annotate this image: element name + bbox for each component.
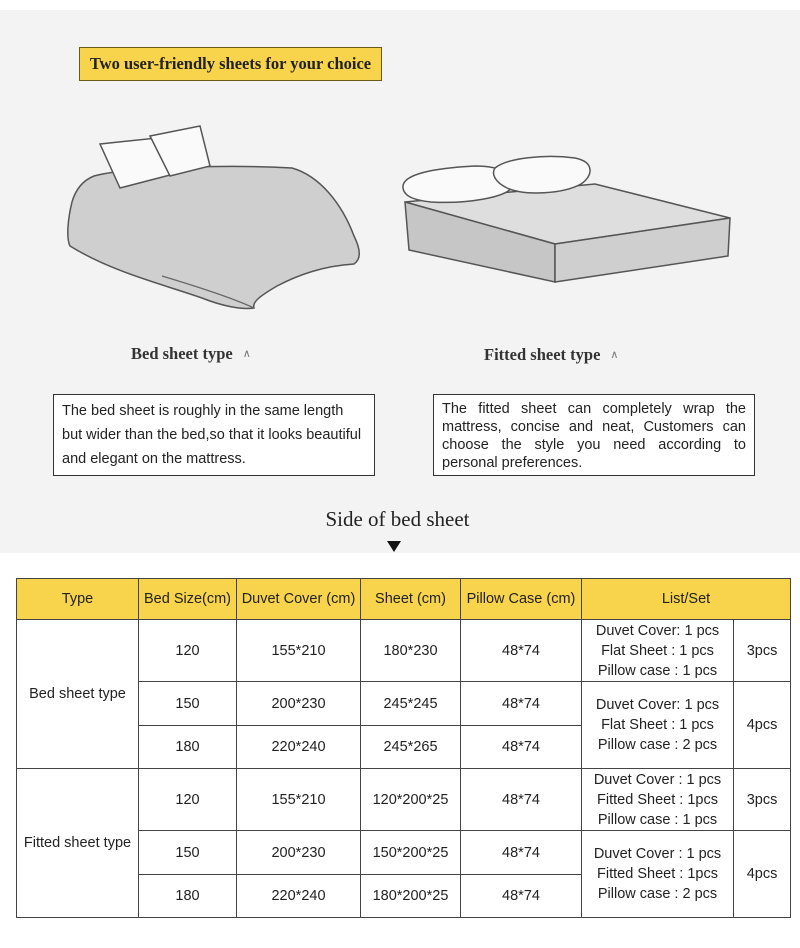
set-count-cell: 4pcs [734,831,791,918]
type-cell: Fitted sheet type [17,769,139,918]
list-item: Duvet Cover : 1 pcs [593,846,722,862]
list-item: Fitted Sheet : 1pcs [597,866,718,882]
list-item: Duvet Cover : 1 pcs [593,771,722,788]
table-row [17,620,791,682]
sheet-cell: 180*200*25 [361,875,461,918]
banner-title: Two user-friendly sheets for your choice [79,47,382,81]
list-cell [582,831,734,918]
duvet-cover-cell: 220*240 [237,726,361,769]
header-bed-size: Bed Size(cm) [139,579,237,620]
caret-up-icon: ∧ [242,347,251,360]
type-cell: Bed sheet type [17,620,139,769]
fitted-sheet-type-text: Fitted sheet type [484,345,601,364]
bed-size-cell: 120 [139,769,237,831]
list-cell [582,769,734,831]
bed-size-cell: 150 [139,831,237,875]
header-sheet: Sheet (cm) [361,579,461,620]
duvet-cover-cell: 200*230 [237,682,361,726]
duvet-cover-cell: 155*210 [237,620,361,682]
table-header-row [17,579,791,620]
bed-sheet-description: The bed sheet is roughly in the same length but wider than the bed,so that it looks beautiful and elegant on the mattress. [53,394,375,476]
sheet-cell: 180*230 [361,620,461,682]
list-item: Pillow case : 2 pcs [597,886,718,902]
header-pillow-case: Pillow Case (cm) [461,579,582,620]
set-count-cell: 4pcs [734,682,791,769]
list-item: Pillow case : 1 pcs [597,811,718,828]
header-list-set: List/Set [582,579,791,620]
size-spec-table [16,578,791,918]
duvet-cover-cell: 155*210 [237,769,361,831]
list-item: Flat Sheet : 1 pcs [601,642,714,659]
set-count-cell: 3pcs [734,620,791,682]
list-cell [582,620,734,682]
list-item: Fitted Sheet : 1pcs [597,791,718,808]
pillow-case-cell: 48*74 [461,875,582,918]
duvet-cover-cell: 200*230 [237,831,361,875]
bed-size-cell: 180 [139,875,237,918]
pillow-case-cell: 48*74 [461,769,582,831]
triangle-down-icon [387,541,401,552]
list-item: Duvet Cover: 1 pcs [595,622,720,639]
set-count-cell: 3pcs [734,769,791,831]
pillow-case-cell: 48*74 [461,726,582,769]
duvet-cover-cell: 220*240 [237,875,361,918]
bed-size-cell: 180 [139,726,237,769]
sheet-cell: 120*200*25 [361,769,461,831]
pillow-case-cell: 48*74 [461,831,582,875]
fitted-sheet-description: The fitted sheet can completely wrap the mattress, concise and neat, Customers can choose the style you need according to personal preferences. [433,394,755,476]
caret-up-icon: ∧ [610,348,619,361]
sheet-cell: 245*245 [361,682,461,726]
fitted-sheet-type-label [484,345,618,365]
list-item: Pillow case : 1 pcs [597,662,718,679]
bed-size-cell: 120 [139,620,237,682]
sheet-cell: 245*265 [361,726,461,769]
bed-size-cell: 150 [139,682,237,726]
fitted-sheet-illustration [395,152,740,292]
list-item: Duvet Cover: 1 pcs [595,697,720,713]
header-type: Type [17,579,139,620]
list-item: Flat Sheet : 1 pcs [601,717,714,733]
list-cell [582,682,734,769]
table-row [17,769,791,831]
sheet-cell: 150*200*25 [361,831,461,875]
header-duvet-cover: Duvet Cover (cm) [237,579,361,620]
list-item: Pillow case : 2 pcs [597,737,718,753]
bed-sheet-type-text: Bed sheet type [131,344,233,363]
pillow-case-cell: 48*74 [461,682,582,726]
flat-bed-sheet-illustration [62,118,362,318]
bed-sheet-type-label [131,344,251,364]
section-title: Side of bed sheet [325,507,470,531]
pillow-case-cell: 48*74 [461,620,582,682]
